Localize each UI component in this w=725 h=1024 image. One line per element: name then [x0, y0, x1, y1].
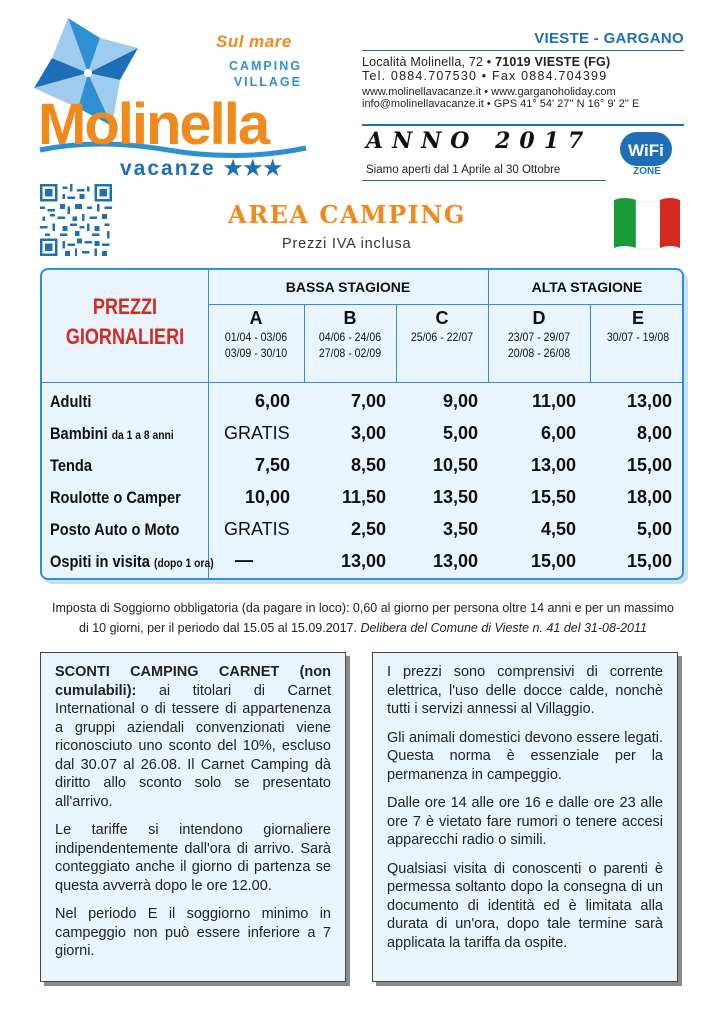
row-label-tenda: Tenda — [50, 456, 92, 475]
included-services-paragraph: I prezzi sono comprensivi di corrente elettrica, l'uso delle docce calde, nonchè tutti i servizi annessi al Villaggio. — [387, 664, 663, 717]
price-cell: 5,00 — [636, 519, 672, 539]
price-cell: 18,00 — [626, 487, 672, 507]
address-city: 71019 VIESTE (FG) — [495, 55, 611, 69]
area-camping-title: AREA CAMPING — [228, 200, 466, 229]
price-cell: 8,50 — [350, 455, 386, 475]
price-cell: 11,00 — [531, 391, 576, 411]
column-dates: 20/08 - 26/08 — [507, 346, 571, 360]
minimum-stay-paragraph: Nel periodo E il soggiorno minimo in campeggio non può essere inferiore a 7 giorni. — [55, 906, 331, 959]
camping-label: CAMPING — [228, 59, 302, 73]
vacanze-text: vacanze — [120, 157, 216, 180]
price-cell: 9,00 — [442, 391, 478, 411]
opening-divider — [362, 180, 606, 181]
tax-period: di 10 giorni, per il periodo dal 15.05 al 15.09.2017. — [79, 621, 361, 635]
wifi-label: WiFi — [628, 141, 664, 160]
row-label-adulti: Adulti — [50, 392, 92, 411]
column-dates: 01/04 - 03/06 — [224, 330, 288, 344]
price-cell: 4,50 — [540, 519, 576, 539]
row-label-roulotte-camper: Roulotte o Camper — [50, 488, 181, 507]
column-header-a — [208, 308, 304, 361]
column-header-b — [304, 308, 396, 361]
qr-code-icon — [40, 184, 112, 256]
tax-line-1: Imposta di Soggiorno obbligatoria (da pagare in loco): 0,60 al giorno per persona oltre 14 anni e per un massimo — [52, 601, 674, 615]
tax-delibera: Delibera del Comune di Vieste n. 41 del 31-08-2011 — [360, 621, 647, 635]
price-cell: 3,00 — [350, 423, 386, 443]
price-cell: — — [235, 550, 253, 570]
prezzi-label: PREZZI — [92, 294, 158, 319]
price-cell: GRATIS — [224, 423, 290, 443]
carnet-discount-paragraph — [55, 663, 331, 811]
address — [362, 55, 684, 69]
price-table — [40, 268, 684, 580]
price-cell: GRATIS — [224, 519, 290, 539]
italian-flag-icon — [610, 194, 684, 252]
price-cell: 13,50 — [432, 487, 478, 507]
price-cell: 7,00 — [350, 391, 386, 411]
column-letter: B — [343, 308, 357, 328]
row-label-posto-auto-moto: Posto Auto o Moto — [50, 520, 180, 539]
tagline: Sul mare — [216, 32, 292, 51]
column-letter: C — [435, 308, 449, 328]
column-header-c — [396, 308, 488, 345]
vacanze-label — [120, 156, 283, 181]
price-cell: 15,50 — [530, 487, 576, 507]
column-letter: D — [532, 308, 546, 328]
brand-name: Molinella — [38, 92, 269, 157]
tax-line-2 — [36, 618, 690, 638]
visitors-paragraph: Qualsiasi visita di conoscenti o parenti è permessa soltanto dopo la consegna di un documento di identità ed è limitata alla durata di un'ora, dopo tale termine sarà applicata la tariffa da ospite. — [387, 860, 663, 951]
websites[interactable]: www.molinellavacanze.it • www.garganoholiday.com — [362, 86, 616, 98]
contact-block — [362, 30, 684, 110]
bassa-stagione-header: BASSA STAGIONE — [285, 279, 411, 295]
column-dates: 30/07 - 19/08 — [606, 330, 670, 344]
price-cell: 13,00 — [432, 551, 478, 571]
column-dates: 25/06 - 22/07 — [410, 330, 474, 344]
row-label-sub: da 1 a 8 anni — [111, 428, 174, 442]
village-label: VILLAGE — [233, 75, 302, 89]
price-cell: 2,50 — [350, 519, 386, 539]
column-header-d — [488, 308, 590, 361]
email-gps[interactable]: info@molinellavacanze.it • GPS 41° 54' 27'' N 16° 9' 2'' E — [362, 98, 640, 110]
row-label-text: Bambini — [50, 424, 108, 443]
iva-note: Prezzi IVA inclusa — [282, 236, 412, 252]
column-letter: A — [249, 308, 263, 328]
giornalieri-label: GIORNALIERI — [65, 324, 185, 349]
rules-box — [372, 652, 678, 982]
row-label-ospiti — [50, 552, 214, 572]
tariff-paragraph: Le tariffe si intendono giornaliere indipendentemente dall'ora di arrivo. Sarà conteggiato anche il giorno di partenza se questa avverrà dopo le ore 12.00. — [55, 822, 331, 894]
region-title: VIESTE - GARGANO — [362, 30, 684, 51]
year-title: ANNO 2017 — [366, 128, 593, 154]
quiet-hours-paragraph: Dalle ore 14 alle ore 16 e dalle ore 23 alle ore 7 è vietato fare rumori o tenere accesi apparecchi radio o simili. — [387, 795, 663, 848]
price-cell: 13,00 — [340, 551, 386, 571]
column-header-e — [590, 308, 684, 345]
column-letter: E — [631, 308, 644, 328]
price-cell: 13,00 — [626, 391, 672, 411]
price-cell: 7,50 — [254, 455, 290, 475]
prezzi-giornalieri-label — [57, 292, 193, 352]
wifi-zone-label: ZONE — [633, 166, 661, 177]
brand-wordmark — [38, 92, 308, 162]
tourist-tax-note — [36, 598, 690, 638]
price-cell: 6,00 — [540, 423, 576, 443]
address-street: Località Molinella, 72 • — [362, 55, 496, 69]
camping-village-label — [206, 58, 302, 90]
price-cell: 6,00 — [254, 391, 290, 411]
discounts-box — [40, 652, 346, 982]
row-label-sub: (dopo 1 ora) — [154, 556, 214, 570]
price-cell: 5,00 — [442, 423, 478, 443]
price-cell: 3,50 — [442, 519, 478, 539]
column-dates: 03/09 - 30/10 — [224, 346, 288, 360]
price-cell: 10,00 — [244, 487, 290, 507]
price-cell: 15,00 — [626, 455, 672, 475]
stars-rating: ★★★ — [223, 157, 284, 180]
header-divider — [362, 124, 684, 126]
row-label-text: Ospiti in visita — [50, 552, 150, 571]
molinella-logo — [28, 18, 318, 186]
price-cell: 15,00 — [626, 551, 672, 571]
price-cell: 10,50 — [432, 455, 478, 475]
price-cell: 8,00 — [636, 423, 672, 443]
price-cell: 11,50 — [341, 487, 386, 507]
opening-period: Siamo aperti dal 1 Aprile al 30 Ottobre — [366, 164, 561, 176]
phone-fax: Tel. 0884.707530 • Fax 0884.704399 — [362, 69, 608, 83]
row-label-bambini — [50, 424, 174, 444]
pets-paragraph: Gli animali domestici devono essere legati. Questa norma è essenziale per la permanenza in campeggio. — [387, 729, 663, 783]
column-dates: 23/07 - 29/07 — [507, 330, 571, 344]
carnet-discount-text: ai titolari di Carnet International o di tessere di appartenenza a gruppi aziendali convenzionati viene riconosciuto uno sconto del 10%, escluso dal 30.07 al 26.08. Il Carnet Camping dà diritto allo sconto solo se presentato all'arrivo. — [55, 682, 331, 810]
price-cell: 13,00 — [530, 455, 576, 475]
alta-stagione-header: ALTA STAGIONE — [531, 279, 643, 295]
column-dates: 27/08 - 02/09 — [318, 346, 382, 360]
price-cell: 15,00 — [530, 551, 576, 571]
carnet-discount-heading: SCONTI CAMPING CARNET (non cumulabili): — [55, 664, 331, 699]
column-dates: 04/06 - 24/06 — [318, 330, 382, 344]
